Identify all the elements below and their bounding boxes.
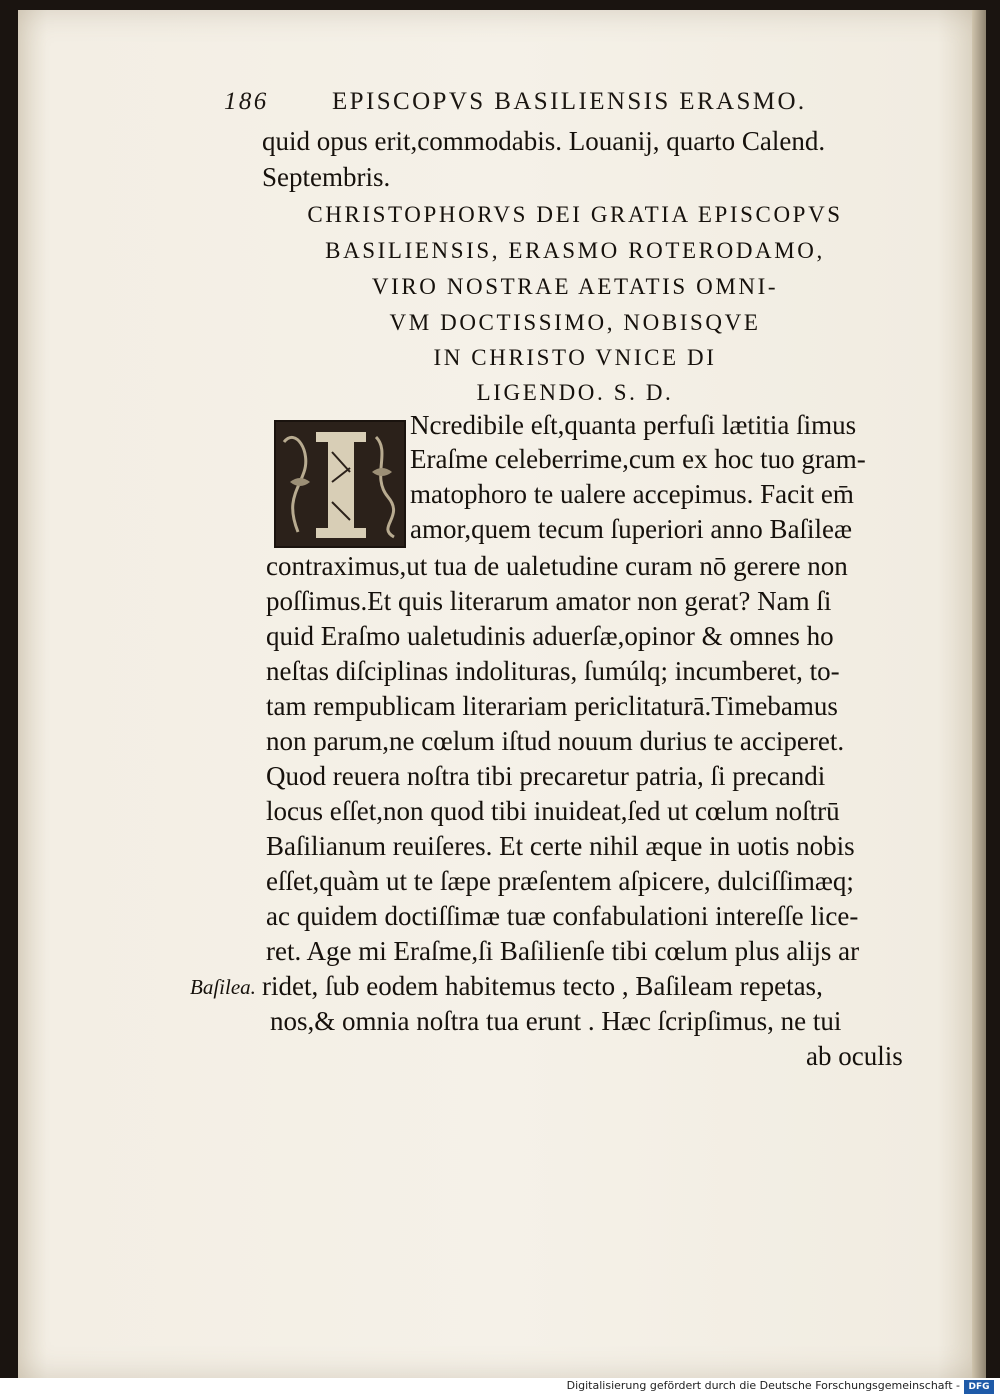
page-number: 186 bbox=[224, 88, 269, 115]
text-line: quid opus erit,commodabis. Louanij, quarto Calend. bbox=[262, 126, 826, 156]
page-spine-edge bbox=[972, 10, 986, 1378]
text-line: Septembris. bbox=[262, 162, 391, 192]
digitization-footer bbox=[0, 1378, 1000, 1397]
footer-credit: Digitalisierung gefördert durch die Deutsche Forschungsgemeinschaft - bbox=[566, 1379, 960, 1392]
decorated-initial-letter bbox=[274, 420, 406, 548]
text-line: ridet, ſub eodem habitemus tecto , Baſileam repetas, bbox=[262, 971, 823, 1001]
running-head bbox=[224, 88, 864, 118]
text-line: neſtas diſciplinas indolituras, ſumúlq; incumberet, to- bbox=[266, 656, 840, 686]
text-line: amor,quem tecum ſuperiori anno Baſileæ bbox=[410, 514, 853, 544]
salutation-line: IN CHRISTO VNICE DI bbox=[433, 345, 717, 370]
text-line: contraximus,ut tua de ualetudine curam nō gerere non bbox=[266, 551, 848, 581]
salutation-line: LIGENDO. S. D. bbox=[476, 380, 674, 405]
running-head-title: EPISCOPVS BASILIENSIS ERASMO. bbox=[332, 88, 807, 115]
text-line: ret. Age mi Eraſme,ſi Baſilienſe tibi cœlum plus alijs ar bbox=[266, 936, 860, 966]
text-line: ac quidem doctiſſimæ tuæ confabulationi intereſſe lice- bbox=[266, 901, 859, 931]
catchword: ab oculis bbox=[806, 1041, 903, 1071]
salutation-line: CHRISTOPHORVS DEI GRATIA EPISCOPVS bbox=[307, 202, 843, 227]
text-line: nos,& omnia noſtra tua erunt . Hæc ſcripſimus, ne tui bbox=[270, 1006, 842, 1036]
text-line: poſſimus.Et quis literarum amator non gerat? Nam ſi bbox=[266, 586, 832, 616]
text-line: Eraſme celeberrime,cum ex hoc tuo gram- bbox=[410, 444, 866, 474]
text-line: non parum,ne cœlum iſtud nouum durius te acciperet. bbox=[266, 726, 845, 756]
text-line: Quod reuera noſtra tibi precaretur patria, ſi precandi bbox=[266, 761, 826, 791]
salutation-line: VIRO NOSTRAE AETATIS OMNI- bbox=[371, 274, 779, 299]
text-line: tam rempublicam literariam periclitaturā.Timebamus bbox=[266, 691, 838, 721]
text-line: locus eſſet,non quod tibi inuideat,ſed ut cœlum noſtrū bbox=[266, 796, 840, 826]
text-line: quid Eraſmo ualetudinis aduerſæ,opinor & omnes ho bbox=[266, 621, 834, 651]
woodcut-ornament-icon bbox=[276, 422, 404, 546]
text-line: matophoro te ualere accepimus. Facit em̄ bbox=[410, 479, 854, 509]
marginal-note: Baſilea. bbox=[190, 975, 256, 999]
text-line: Ncredibile eſt,quanta perfuſi lætitia ſimus bbox=[410, 410, 857, 440]
salutation-line: VM DOCTISSIMO, NOBISQVE bbox=[389, 310, 761, 335]
salutation-line: BASILIENSIS, ERASMO ROTERODAMO, bbox=[325, 238, 825, 263]
text-line: eſſet,quàm ut te ſæpe præſentem aſpicere, dulciſſimæq; bbox=[266, 866, 854, 896]
dfg-logo-icon: DFG bbox=[964, 1380, 994, 1394]
text-line: Baſilianum reuiſeres. Et certe nihil æque in uotis nobis bbox=[266, 831, 855, 861]
